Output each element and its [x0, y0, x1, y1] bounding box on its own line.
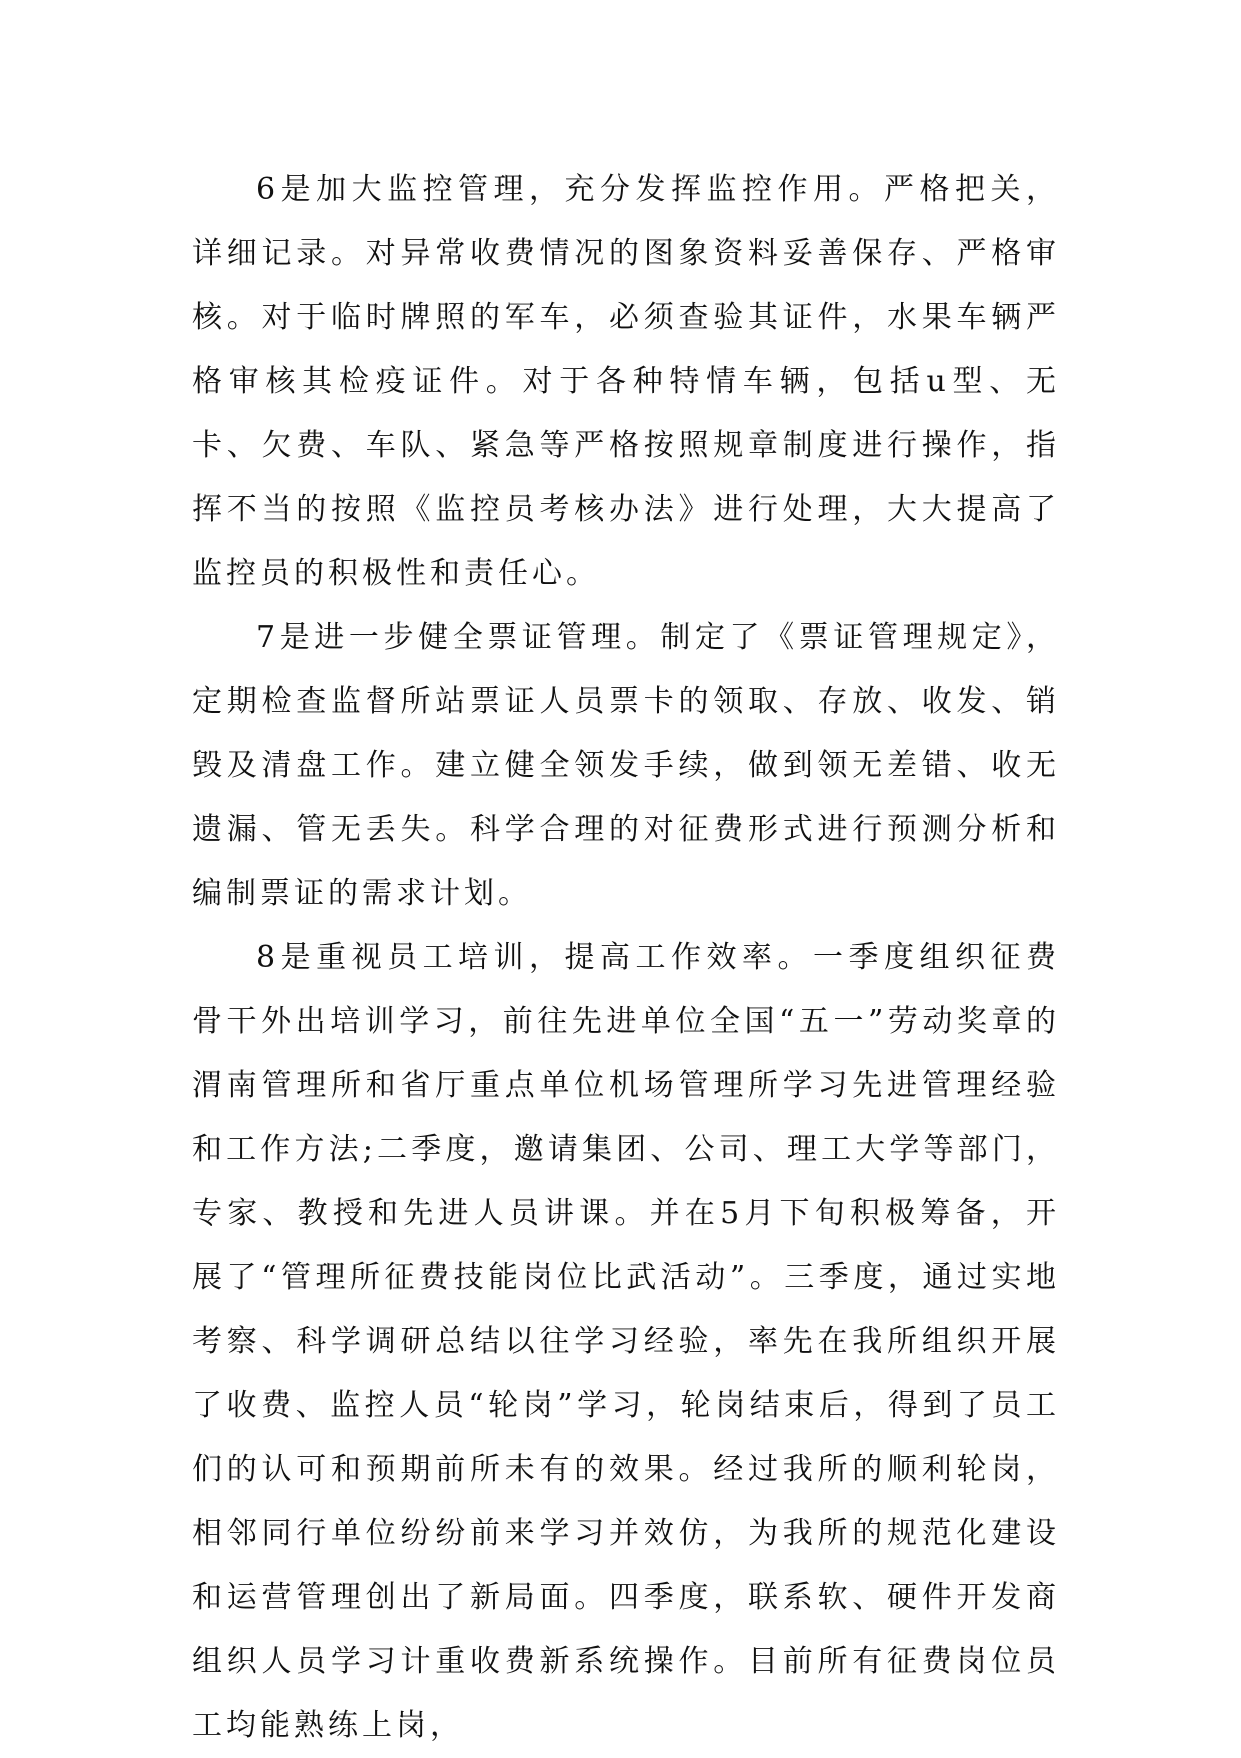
paragraph-7-ticket-management: 7是进一步健全票证管理。制定了《票证管理规定》，定期检查监督所站票证人员票卡的领取、存放、收发、销毁及清盘工作。建立健全领发手续，做到领无差错、收无遗漏、管无丢失。科学合理的对征费形式进行预测分析和编制票证的需求计划。: [192, 620, 1060, 911]
paragraph-6-monitoring: 6是加大监控管理，充分发挥监控作用。严格把关，详细记录。对异常收费情况的图象资料妥善保存、严格审核。对于临时牌照的军车，必须查验其证件，水果车辆严格审核其检疫证件。对于各种特情车辆，包括u型、无卡、欠费、车队、紧急等严格按照规章制度进行操作，指挥不当的按照《监控员考核办法》进行处理，大大提高了监控员的积极性和责任心。: [192, 172, 1060, 591]
paragraph-8-staff-training: 8是重视员工培训，提高工作效率。一季度组织征费骨干外出培训学习，前往先进单位全国“五一”劳动奖章的渭南管理所和省厅重点单位机场管理所学习先进管理经验和工作方法;二季度，邀请集团、公司、理工大学等部门，专家、教授和先进人员讲课。并在5月下旬积极筹备，开展了“管理所征费技能岗位比武活动”。三季度，通过实地考察、科学调研总结以往学习经验，率先在我所组织开展了收费、监控人员“轮岗”学习，轮岗结束后，得到了员工们的认可和预期前所未有的效果。经过我所的顺利轮岗，相邻同行单位纷纷前来学习并效仿，为我所的规范化建设和运营管理创出了新局面。四季度，联系软、硬件开发商组织人员学习计重收费新系统操作。目前所有征费岗位员工均能熟练上岗，: [192, 940, 1060, 1743]
document-body: [192, 158, 1060, 1758]
